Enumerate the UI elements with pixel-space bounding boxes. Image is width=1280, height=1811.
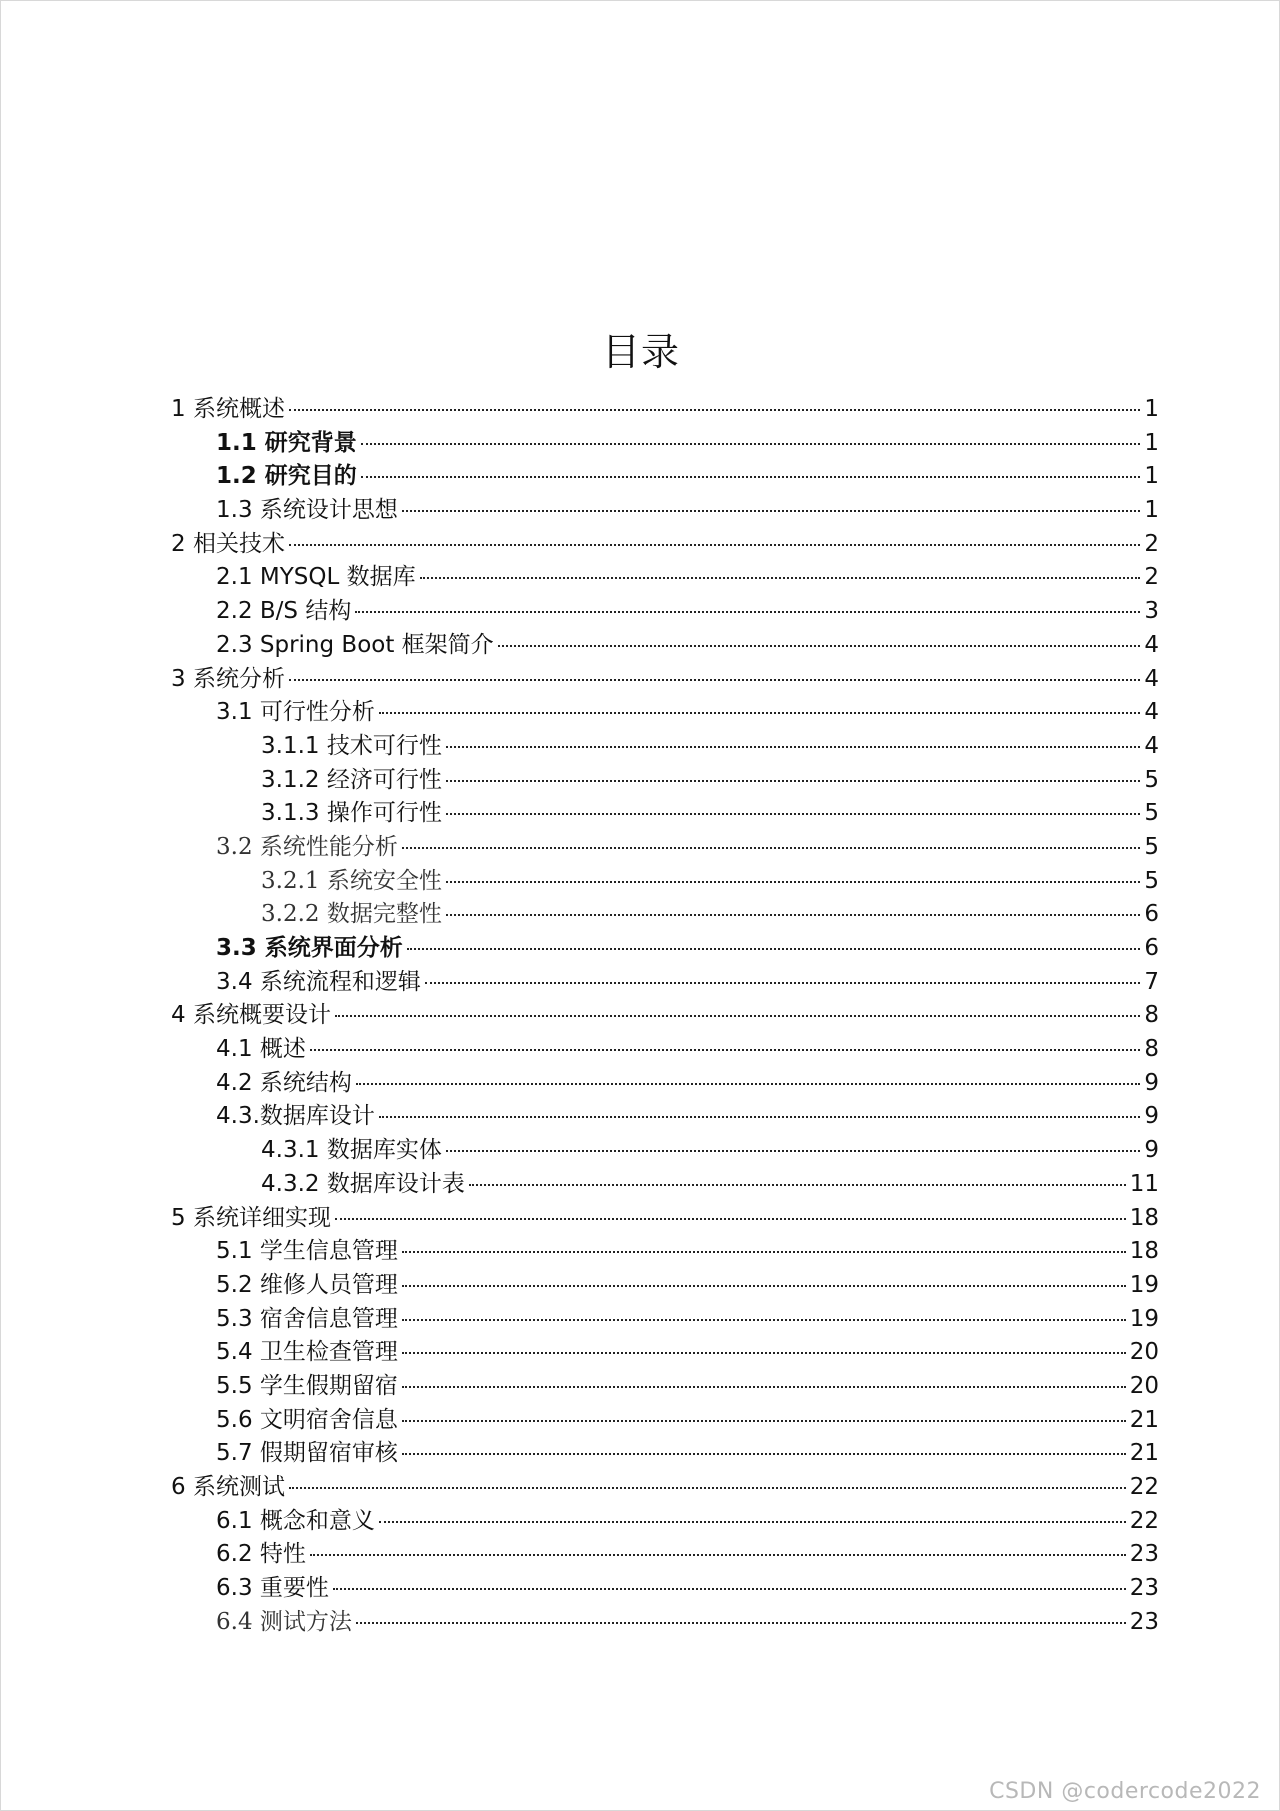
toc-entry-label: 4.3.2 数据库设计表: [261, 1170, 465, 1197]
toc-entry[interactable]: [171, 1067, 1159, 1101]
toc-entry[interactable]: [171, 1168, 1159, 1202]
toc-dot-leader: [407, 948, 1141, 950]
toc-entry-label: 3.1 可行性分析: [216, 699, 375, 726]
toc-entry[interactable]: [171, 1404, 1159, 1438]
toc-entry-label: 3.4 系统流程和逻辑: [216, 968, 421, 995]
toc-entry-page-number: 20: [1129, 1339, 1159, 1366]
toc-title: 目录: [601, 330, 680, 374]
toc-entry-label: 6.2 特性: [216, 1541, 306, 1568]
toc-dot-leader: [425, 982, 1140, 984]
toc-entry-page-number: 3: [1144, 598, 1159, 625]
toc-entry-label: 3.2.1 系统安全性: [261, 867, 442, 894]
toc-dot-leader: [446, 780, 1141, 782]
toc-entry-label: 4.3.1 数据库实体: [261, 1137, 442, 1164]
toc-entry-page-number: 9: [1144, 1103, 1159, 1130]
toc-entry[interactable]: [171, 1505, 1159, 1539]
toc-entry-label: 1.2 研究目的: [216, 463, 357, 490]
toc-entry-page-number: 2: [1144, 564, 1159, 591]
toc-entry-label: 6.3 重要性: [216, 1575, 329, 1602]
toc-entry[interactable]: [171, 1269, 1159, 1303]
toc-entry[interactable]: [171, 1471, 1159, 1505]
toc-dot-leader: [446, 813, 1141, 815]
toc-entry-label: 4.1 概述: [216, 1036, 306, 1063]
toc-entry-page-number: 2: [1144, 530, 1159, 557]
toc-entry[interactable]: [171, 460, 1159, 494]
toc-dot-leader: [333, 1588, 1126, 1590]
toc-dot-leader: [402, 1453, 1126, 1455]
toc-dot-leader: [289, 679, 1140, 681]
toc-entry-label: 2.3 Spring Boot 框架简介: [216, 631, 494, 658]
toc-entry-page-number: 4: [1144, 665, 1159, 692]
toc-entry[interactable]: [171, 696, 1159, 730]
toc-entry[interactable]: [171, 764, 1159, 798]
toc-entry-label: 5.7 假期留宿审核: [216, 1440, 398, 1467]
toc-entry[interactable]: [171, 1235, 1159, 1269]
toc-entry-page-number: 18: [1129, 1204, 1159, 1231]
toc-entry-page-number: 8: [1144, 1036, 1159, 1063]
toc-entry-page-number: 23: [1129, 1608, 1159, 1635]
toc-entry-label: 3.1.3 操作可行性: [261, 800, 442, 827]
toc-entry-label: 6.4 测试方法: [216, 1608, 352, 1635]
toc-dot-leader: [310, 1049, 1140, 1051]
toc-entry[interactable]: [171, 595, 1159, 629]
toc-entry[interactable]: [171, 1437, 1159, 1471]
toc-entry[interactable]: [171, 966, 1159, 1000]
toc-entry-label: 3.1.2 经济可行性: [261, 766, 442, 793]
toc-entry[interactable]: [171, 999, 1159, 1033]
toc-entry-page-number: 4: [1144, 732, 1159, 759]
toc-dot-leader: [379, 1521, 1126, 1523]
toc-entry-page-number: 8: [1144, 1002, 1159, 1029]
toc-entry-page-number: 5: [1144, 766, 1159, 793]
toc-entry[interactable]: [171, 730, 1159, 764]
toc-entry[interactable]: [171, 797, 1159, 831]
toc-dot-leader: [420, 577, 1141, 579]
toc-entry-page-number: 5: [1144, 867, 1159, 894]
toc-entry[interactable]: [171, 1606, 1159, 1640]
toc-entry-label: 3.1.1 技术可行性: [261, 732, 442, 759]
toc-dot-leader: [402, 1386, 1126, 1388]
toc-entry-label: 4 系统概要设计: [171, 1002, 331, 1029]
toc-entry-label: 5.2 维修人员管理: [216, 1271, 398, 1298]
toc-dot-leader: [402, 1319, 1126, 1321]
toc-entry-page-number: 1: [1144, 463, 1159, 490]
toc-entry-page-number: 20: [1129, 1372, 1159, 1399]
toc-entry-label: 6 系统测试: [171, 1474, 285, 1500]
toc-dot-leader: [379, 1116, 1140, 1118]
watermark: CSDN @codercode2022: [989, 1779, 1261, 1804]
toc-entry-page-number: 4: [1144, 631, 1159, 658]
toc-entry-page-number: 9: [1144, 1069, 1159, 1096]
toc-dot-leader: [402, 1420, 1126, 1422]
toc-dot-leader: [289, 544, 1140, 546]
toc-entry-label: 2.2 B/S 结构: [216, 598, 352, 625]
toc-entry-page-number: 22: [1129, 1474, 1159, 1500]
toc-entry-page-number: 5: [1144, 800, 1159, 827]
toc-entry[interactable]: [171, 528, 1159, 562]
toc-entry-page-number: 11: [1129, 1170, 1159, 1197]
toc-entry-label: 6.1 概念和意义: [216, 1507, 375, 1534]
toc-entry-page-number: 19: [1129, 1305, 1159, 1332]
toc-entry-page-number: 23: [1129, 1541, 1159, 1568]
toc-entry-label: 5.3 宿舍信息管理: [216, 1305, 398, 1332]
toc-entry[interactable]: [171, 1202, 1159, 1236]
toc-entry[interactable]: [171, 1538, 1159, 1572]
toc-dot-leader: [361, 443, 1141, 445]
toc-entry[interactable]: [171, 1100, 1159, 1134]
toc-entry-label: 5.4 卫生检查管理: [216, 1339, 398, 1366]
toc-entry-page-number: 22: [1129, 1507, 1159, 1534]
toc-dot-leader: [469, 1184, 1126, 1186]
toc-dot-leader: [402, 510, 1140, 512]
toc-entry-page-number: 19: [1129, 1271, 1159, 1298]
toc-entry[interactable]: [171, 629, 1159, 663]
toc-entry-page-number: 6: [1144, 901, 1159, 928]
toc-entry[interactable]: [171, 561, 1159, 595]
toc-entry-label: 1.1 研究背景: [216, 429, 357, 456]
toc-entry-label: 3.2 系统性能分析: [216, 833, 398, 860]
toc-entry[interactable]: [171, 1370, 1159, 1404]
toc-entry-label: 3 系统分析: [171, 665, 285, 692]
toc-dot-leader: [379, 712, 1140, 714]
toc-entry-label: 1.3 系统设计思想: [216, 497, 398, 524]
toc-dot-leader: [355, 611, 1140, 613]
toc-dot-leader: [402, 1251, 1126, 1253]
toc-dot-leader: [289, 409, 1140, 411]
toc-entry-page-number: 18: [1129, 1238, 1159, 1265]
toc-entry[interactable]: [171, 1572, 1159, 1606]
toc-entry[interactable]: [171, 393, 1159, 427]
toc-dot-leader: [335, 1218, 1126, 1220]
toc-entry[interactable]: [171, 494, 1159, 528]
toc-entry-label: 5.6 文明宿舍信息: [216, 1406, 398, 1433]
toc-entry-page-number: 21: [1129, 1440, 1159, 1467]
toc-entry-label: 5.5 学生假期留宿: [216, 1372, 398, 1399]
toc-entry[interactable]: [171, 1336, 1159, 1370]
toc-entry-page-number: 5: [1144, 833, 1159, 860]
toc-entry-label: 2.1 MYSQL 数据库: [216, 564, 416, 591]
toc-entry-page-number: 1: [1144, 497, 1159, 524]
toc-entry[interactable]: [171, 1303, 1159, 1337]
toc-entry-page-number: 4: [1144, 699, 1159, 726]
toc-dot-leader: [289, 1487, 1126, 1489]
toc-entry-label: 4.2 系统结构: [216, 1069, 352, 1096]
toc-dot-leader: [446, 914, 1141, 916]
toc-dot-leader: [361, 476, 1141, 478]
toc-dot-leader: [335, 1015, 1140, 1017]
toc-entry-page-number: 21: [1129, 1406, 1159, 1433]
toc-dot-leader: [402, 847, 1140, 849]
toc-entry[interactable]: [171, 898, 1159, 932]
toc-entry[interactable]: [171, 663, 1159, 697]
toc-dot-leader: [402, 1352, 1126, 1354]
toc-dot-leader: [446, 881, 1141, 883]
toc-entry[interactable]: [171, 427, 1159, 461]
toc-dot-leader: [356, 1083, 1140, 1085]
toc-dot-leader: [498, 645, 1141, 647]
toc-entry[interactable]: [171, 831, 1159, 865]
toc-dot-leader: [310, 1554, 1126, 1556]
toc-entry-page-number: 1: [1144, 396, 1159, 422]
toc-entry-label: 3.2.2 数据完整性: [261, 901, 442, 928]
toc-entry-page-number: 23: [1129, 1575, 1159, 1602]
toc-dot-leader: [446, 746, 1141, 748]
toc-entry[interactable]: [171, 932, 1159, 966]
table-of-contents: [171, 393, 1159, 1639]
toc-entry-label: 5 系统详细实现: [171, 1204, 331, 1231]
toc-dot-leader: [402, 1285, 1126, 1287]
toc-entry-label: 1 系统概述: [171, 396, 285, 422]
toc-entry[interactable]: [171, 1134, 1159, 1168]
toc-dot-leader: [446, 1150, 1141, 1152]
toc-entry[interactable]: [171, 1033, 1159, 1067]
toc-entry-page-number: 6: [1144, 935, 1159, 961]
toc-entry-page-number: 9: [1144, 1137, 1159, 1164]
toc-entry-label: 5.1 学生信息管理: [216, 1238, 398, 1265]
toc-dot-leader: [356, 1622, 1126, 1624]
toc-entry-label: 4.3.数据库设计: [216, 1103, 375, 1130]
toc-entry-label: 3.3 系统界面分析: [216, 935, 403, 961]
toc-entry-page-number: 1: [1144, 429, 1159, 456]
toc-entry-page-number: 7: [1144, 968, 1159, 995]
toc-entry-label: 2 相关技术: [171, 530, 285, 557]
toc-entry[interactable]: [171, 865, 1159, 899]
